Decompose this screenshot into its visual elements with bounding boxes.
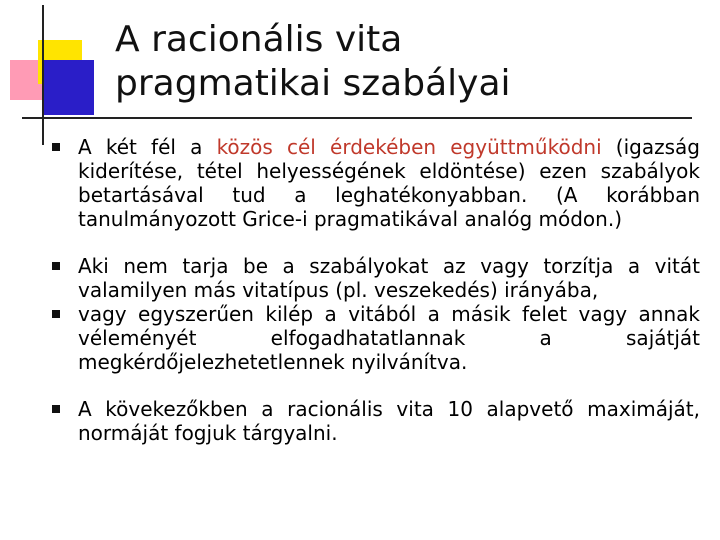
decor-vertical-line <box>42 5 44 145</box>
bullet-text: vagy egyszerűen kilép a vitából a másik felet vagy annak véleményét elfogadhatatlannak a sajátját megkérdőjelezhetetlennek nyilvánítva. <box>78 302 700 374</box>
title-line-1: A racionális vita <box>115 19 403 60</box>
bullet-item <box>50 254 700 302</box>
decor-blue-square <box>44 60 94 115</box>
square-bullet-icon <box>52 310 60 318</box>
square-bullet-icon <box>52 262 60 270</box>
bullet-item <box>50 397 700 445</box>
bullet-text-post: (igazság kiderítése, tétel helyességének eldöntése) ezen szabályok betartásával tud a leghatékonyabban. (A korábban tanulmányozott Grice-i pragmatikával analóg módon.) <box>78 135 700 231</box>
square-bullet-icon <box>52 143 60 151</box>
title-line-2: pragmatikai szabályai <box>115 63 511 104</box>
square-bullet-icon <box>52 405 60 413</box>
slide-title <box>115 18 511 106</box>
decor-horizontal-line <box>22 117 692 119</box>
bullet-text: A kövekezőkben a racionális vita 10 alapvető maximáját, normáját fogjuk tárgyalni. <box>78 397 700 445</box>
bullet-item <box>50 135 700 231</box>
bullet-text: Aki nem tarja be a szabályokat az vagy torzítja a vitát valamilyen más vitatípus (pl. veszekedés) irányába, <box>78 254 700 302</box>
bullet-text <box>78 135 700 231</box>
bullet-list <box>50 133 700 445</box>
bullet-text-pre: A két fél a <box>78 135 217 159</box>
bullet-text-highlight: közös cél érdekében együttműködni <box>216 135 602 159</box>
bullet-item <box>50 302 700 374</box>
